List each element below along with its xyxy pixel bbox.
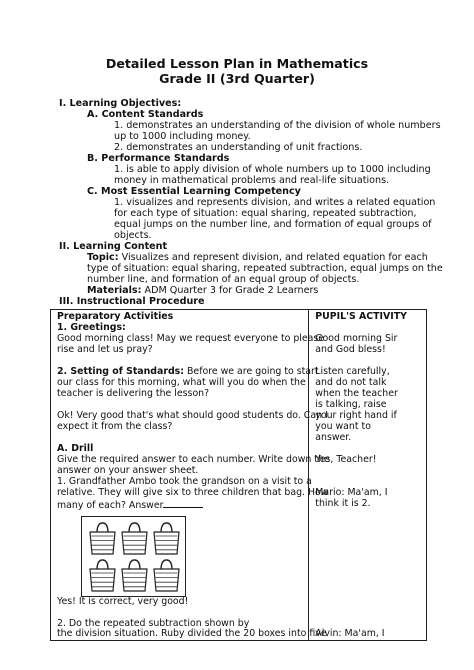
repeated-subtraction-line-a: 2. Do the repeated subtraction shown by bbox=[57, 618, 250, 629]
bag-icon bbox=[122, 560, 147, 591]
section-2-heading: II. Learning Content bbox=[59, 241, 168, 252]
bag-icon bbox=[154, 523, 179, 554]
topic-line-b: type of situation: equal sharing, repeated subtraction, equal jumps on the bbox=[87, 263, 443, 274]
competency-1c: equal jumps on the number line, and formation of equal groups of bbox=[114, 219, 432, 230]
bag-icon bbox=[90, 560, 115, 591]
drill-line-c: 1. Grandfather Ambo took the grandson on a visit to a bbox=[57, 476, 312, 487]
pupil-mario-a: Mario: Ma'am, I bbox=[315, 487, 388, 498]
competency-heading: C. Most Essential Learning Competency bbox=[87, 186, 301, 197]
standards-line-b: our class for this morning, what will you do when the bbox=[57, 377, 306, 388]
pupil-greeting-b: and God bless! bbox=[315, 344, 386, 355]
preparatory-activities-header: Preparatory Activities bbox=[57, 311, 174, 322]
pupil-listen-d: is talking, raise bbox=[315, 399, 387, 410]
greetings-line-b: rise and let us pray? bbox=[57, 344, 153, 355]
pupil-listen-g: answer. bbox=[315, 432, 352, 443]
pupil-listen-f: you want to bbox=[315, 421, 371, 432]
competency-1a: 1. visualizes and represents division, and writes a related equation bbox=[114, 197, 436, 208]
performance-standards-heading: B. Performance Standards bbox=[87, 153, 230, 164]
ok-line-b: expect it from the class? bbox=[57, 421, 173, 432]
competency-1d: objects. bbox=[114, 230, 152, 241]
materials-label: Materials: bbox=[87, 285, 142, 296]
topic-text-a: Visualizes and represent division, and related equation for each bbox=[121, 252, 428, 263]
bags-illustration bbox=[81, 516, 186, 597]
greetings-heading: 1. Greetings: bbox=[57, 322, 126, 333]
drill-heading: A. Drill bbox=[57, 443, 94, 454]
drill-line-b: answer on your answer sheet. bbox=[57, 465, 199, 476]
bags-drawing bbox=[82, 517, 185, 596]
standards-line-c: teacher is delivering the lesson? bbox=[57, 388, 210, 399]
materials-text: ADM Quarter 3 for Grade 2 Learners bbox=[144, 285, 319, 296]
content-standard-2: 2. demonstrates an understanding of unit fractions. bbox=[114, 142, 363, 153]
standards-label: 2. Setting of Standards: bbox=[57, 366, 185, 377]
teacher-activity-cell bbox=[51, 310, 330, 641]
section-1-heading: I. Learning Objectives: bbox=[59, 98, 182, 109]
topic-label: Topic: bbox=[87, 252, 119, 263]
section-3-heading: III. Instructional Procedure bbox=[59, 296, 205, 307]
drill-line-e bbox=[57, 499, 203, 512]
competency-1b: for each type of situation: equal sharing, repeated subtraction, bbox=[114, 208, 417, 219]
pupil-activity-cell bbox=[309, 310, 427, 641]
pupils-activity-header: PUPIL'S ACTIVITY bbox=[315, 311, 407, 322]
pupil-alvin: Alvin: Ma'am, I bbox=[315, 628, 385, 639]
content-standard-1b: up to 1000 including money. bbox=[114, 131, 251, 142]
standards-text-a: Before we are going to start bbox=[187, 366, 319, 377]
pupil-listen-e: your right hand if bbox=[315, 410, 397, 421]
document-subtitle: Grade II (3rd Quarter) bbox=[159, 71, 315, 86]
drill-line-a: Give the required answer to each number. Write down the bbox=[57, 454, 330, 465]
pupil-listen-a: Listen carefully, bbox=[315, 366, 390, 377]
topic-line-c: number line, and formation of an equal group of objects. bbox=[87, 274, 360, 285]
answer-blank bbox=[163, 499, 203, 508]
bag-icon bbox=[122, 523, 147, 554]
pupil-yes-teacher: Yes, Teacher! bbox=[315, 454, 377, 465]
content-standard-1a: 1. demonstrates an understanding of the division of whole numbers bbox=[114, 120, 441, 131]
performance-standard-1a: 1. is able to apply division of whole numbers up to 1000 including bbox=[114, 164, 431, 175]
drill-line-d: relative. They will give six to three children that bag. How bbox=[57, 487, 329, 498]
pupil-mario-b: think it is 2. bbox=[315, 498, 371, 509]
greetings-line-a: Good morning class! May we request everyone to please bbox=[57, 333, 325, 344]
repeated-subtraction-line-b: the division situation. Ruby divided the 20 boxes into five bbox=[57, 628, 327, 639]
procedure-table bbox=[50, 309, 427, 641]
content-standards-heading: A. Content Standards bbox=[87, 109, 204, 120]
bag-icon bbox=[154, 560, 179, 591]
bag-icon bbox=[90, 523, 115, 554]
performance-standard-1b: money in mathematical problems and real-life situations. bbox=[114, 175, 390, 186]
pupil-greeting-a: Good morning Sir bbox=[315, 333, 398, 344]
pupil-listen-c: when the teacher bbox=[315, 388, 398, 399]
ok-line-a: Ok! Very good that's what should good students do. Can I bbox=[57, 410, 328, 421]
pupil-listen-b: and do not talk bbox=[315, 377, 387, 388]
correct-feedback: Yes! It is correct, very good! bbox=[57, 596, 189, 607]
drill-text-e: many of each? Answer bbox=[57, 500, 164, 511]
document-title: Detailed Lesson Plan in Mathematics bbox=[105, 56, 369, 71]
